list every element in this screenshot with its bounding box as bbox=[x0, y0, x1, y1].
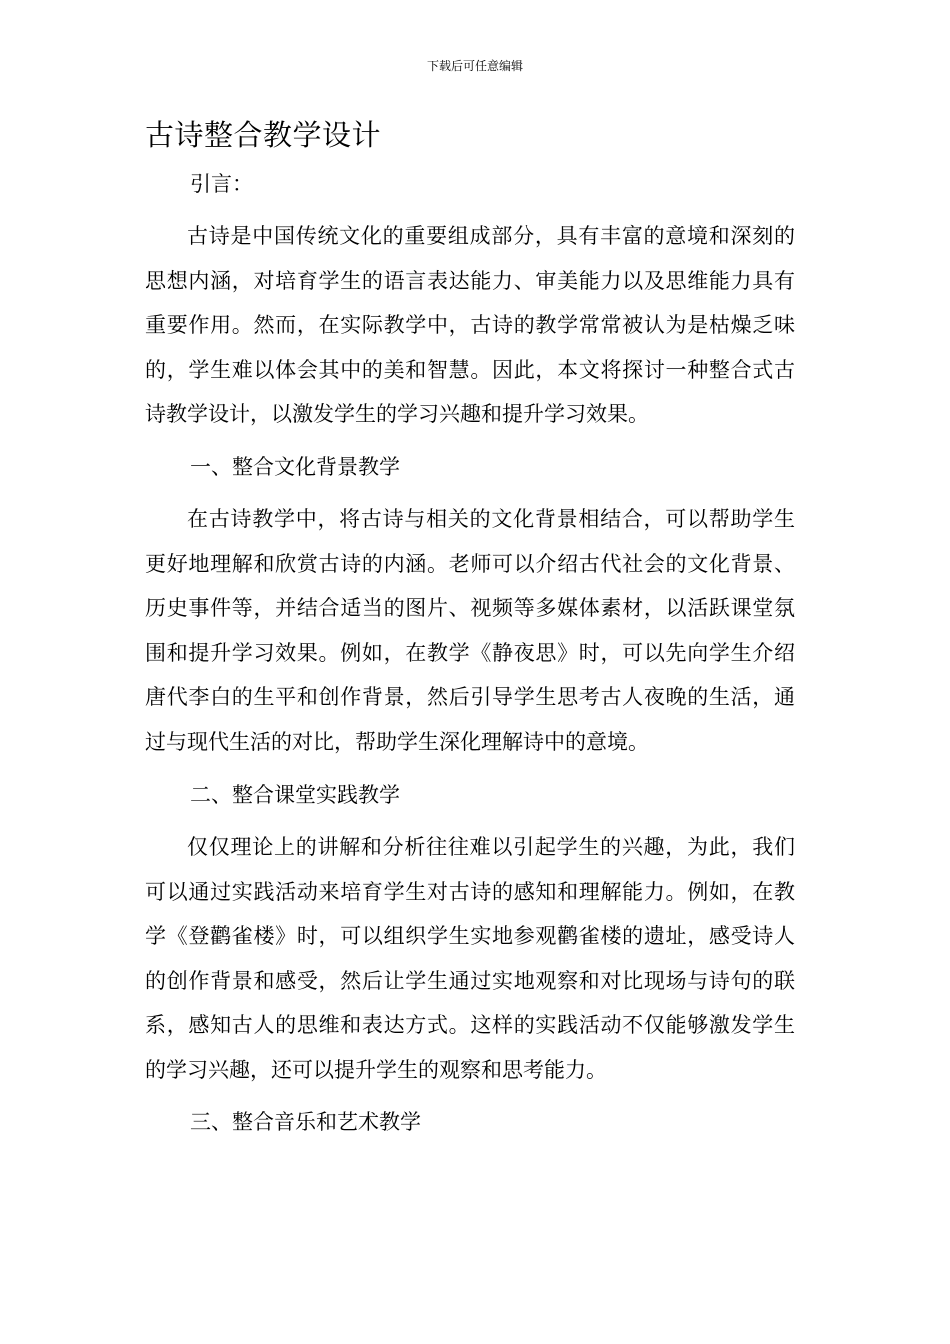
header-note: 下载后可任意编辑 bbox=[426, 59, 523, 73]
section-paragraph-classroom-practice: 仅仅理论上的讲解和分析往往难以引起学生的兴趣，为此，我们可以通过实践活动来培育学生对古诗的感知和理解能力。例如，在教学《登鹳雀楼》时，可以组织学生实地参观鹳雀楼的遗址，感受诗人的创作背景和感受，然后让学生通过实地观察和对比现场与诗句的联系，感知古人的思维和表达方式。这样的实践活动不仅能够激发学生的学习兴趣，还可以提升学生的观察和思考能力。 bbox=[145, 835, 795, 1082]
intro-paragraph: 古诗是中国传统文化的重要组成部分，具有丰富的意境和深刻的思想内涵，对培育学生的语言表达能力、审美能力以及思维能力具有重要作用。然而，在实际教学中，古诗的教学常常被认为是枯燥乏味的，学生难以体会其中的美和智慧。因此，本文将探讨一种整合式古诗教学设计，以激发学生的学习兴趣和提升学习效果。 bbox=[145, 224, 795, 427]
section-heading-music-art: 三、整合音乐和艺术教学 bbox=[190, 1110, 421, 1134]
section-heading-classroom-practice: 二、整合课堂实践教学 bbox=[190, 783, 400, 807]
section-heading-cultural-background: 一、整合文化背景教学 bbox=[190, 455, 400, 479]
intro-label: 引言： bbox=[190, 172, 253, 196]
section-paragraph-cultural-background: 在古诗教学中，将古诗与相关的文化背景相结合，可以帮助学生更好地理解和欣赏古诗的内涵。老师可以介绍古代社会的文化背景、历史事件等，并结合适当的图片、视频等多媒体素材，以活跃课堂氛围和提升学习效果。例如，在教学《静夜思》时，可以先向学生介绍唐代李白的生平和创作背景，然后引导学生思考古人夜晚的生活，通过与现代生活的对比，帮助学生深化理解诗中的意境。 bbox=[145, 507, 795, 754]
document-title: 古诗整合教学设计 bbox=[145, 118, 382, 152]
